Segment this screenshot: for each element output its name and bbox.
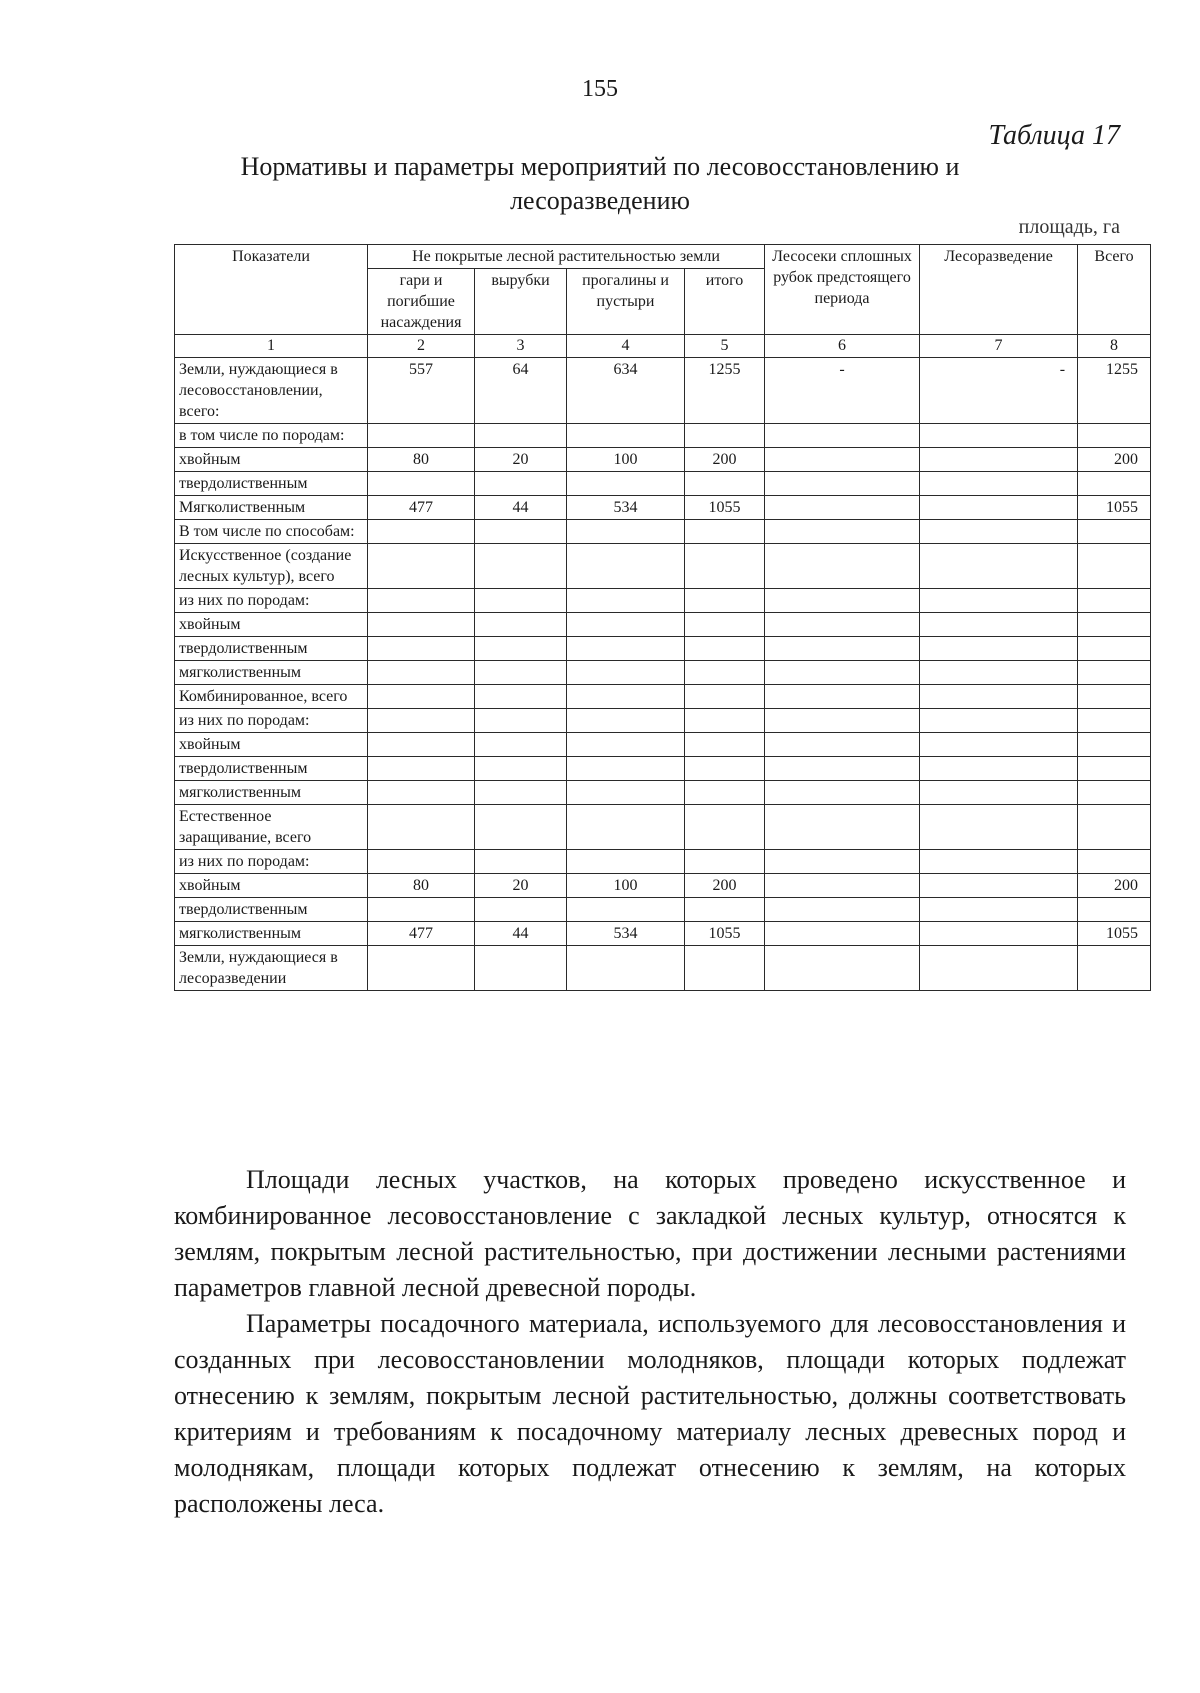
table-cell <box>475 898 567 922</box>
column-number: 5 <box>685 335 765 358</box>
row-label: твердолиственным <box>175 472 368 496</box>
table-cell: 200 <box>685 874 765 898</box>
table-cell <box>765 472 920 496</box>
paragraph: Параметры посадочного материала, используемого для лесовосстановления и созданных при лесовосстановлении молодняков, площади которых подлежат отнесению к землям, покрытым лесной растительностью, должны соответствовать критериям и требованиям к посадочному материалу лесных древесных пород и молоднякам, площади которых подлежат отнесению к землям, на которых расположены леса. <box>174 1309 1126 1518</box>
header-row-1 <box>175 245 1151 269</box>
header-afforestation: Лесоразведение <box>920 245 1078 335</box>
table-cell <box>765 448 920 472</box>
table-cell: 44 <box>475 496 567 520</box>
table-row <box>175 544 1151 589</box>
table-cell <box>368 805 475 850</box>
table-cell <box>685 544 765 589</box>
table-cell <box>765 946 920 991</box>
table-cell <box>765 781 920 805</box>
table-cell <box>765 661 920 685</box>
table-cell: 1055 <box>1078 496 1151 520</box>
table-cell <box>920 544 1078 589</box>
table-cell: 64 <box>475 358 567 424</box>
row-label: хвойным <box>175 448 368 472</box>
table-cell <box>685 781 765 805</box>
table-cell <box>567 472 685 496</box>
column-number: 3 <box>475 335 567 358</box>
table-cell <box>1078 424 1151 448</box>
table-cell <box>1078 520 1151 544</box>
table-cell: 477 <box>368 496 475 520</box>
table-cell <box>475 850 567 874</box>
table-cell <box>765 685 920 709</box>
table-cell <box>368 613 475 637</box>
table-row <box>175 874 1151 898</box>
table-cell <box>920 874 1078 898</box>
table-cell <box>1078 589 1151 613</box>
row-label: из них по породам: <box>175 709 368 733</box>
header-cutting-areas: Лесосеки сплошных рубок предстоящего периода <box>765 245 920 335</box>
table-cell <box>475 637 567 661</box>
table-cell <box>368 709 475 733</box>
page-number: 155 <box>582 76 618 102</box>
table-cell <box>475 661 567 685</box>
table-cell <box>765 424 920 448</box>
table-cell <box>685 424 765 448</box>
table-row <box>175 661 1151 685</box>
row-label: твердолиственным <box>175 757 368 781</box>
table-cell <box>567 544 685 589</box>
row-label: хвойным <box>175 613 368 637</box>
table-row <box>175 358 1151 424</box>
table-row <box>175 472 1151 496</box>
table-cell <box>475 520 567 544</box>
row-label: из них по породам: <box>175 589 368 613</box>
table-cell <box>765 544 920 589</box>
unit-label: площадь, га <box>1018 216 1120 238</box>
table-cell: 1055 <box>685 496 765 520</box>
table-cell <box>920 613 1078 637</box>
table-cell <box>765 496 920 520</box>
table-cell: 100 <box>567 874 685 898</box>
table-cell: 20 <box>475 448 567 472</box>
table-cell <box>475 946 567 991</box>
table-row <box>175 520 1151 544</box>
table-cell: 477 <box>368 922 475 946</box>
table-cell <box>567 898 685 922</box>
table-cell <box>368 781 475 805</box>
table-cell <box>475 757 567 781</box>
table-cell <box>368 850 475 874</box>
column-number: 7 <box>920 335 1078 358</box>
table-cell <box>368 589 475 613</box>
header-clearcuts: вырубки <box>475 269 567 335</box>
table-cell <box>765 757 920 781</box>
table-row <box>175 589 1151 613</box>
table-cell <box>1078 850 1151 874</box>
table-cell <box>685 946 765 991</box>
table-cell <box>1078 781 1151 805</box>
table-cell <box>368 661 475 685</box>
table-cell: 80 <box>368 448 475 472</box>
table-cell <box>920 709 1078 733</box>
table-cell <box>475 805 567 850</box>
row-label: мягколиственным <box>175 922 368 946</box>
table-cell <box>567 424 685 448</box>
table-cell <box>368 424 475 448</box>
table-cell <box>1078 733 1151 757</box>
header-total: Всего <box>1078 245 1151 335</box>
row-label: хвойным <box>175 874 368 898</box>
table-cell <box>368 757 475 781</box>
table-cell <box>765 898 920 922</box>
row-label: Земли, нуждающиеся в лесоразведении <box>175 946 368 991</box>
table-cell <box>920 733 1078 757</box>
table-cell <box>1078 661 1151 685</box>
table-cell <box>920 661 1078 685</box>
table-cell <box>567 685 685 709</box>
table-cell <box>685 685 765 709</box>
table-cell <box>1078 709 1151 733</box>
table-cell <box>920 685 1078 709</box>
table-cell <box>1078 898 1151 922</box>
table-cell <box>920 898 1078 922</box>
table-cell <box>685 733 765 757</box>
table-cell: 1255 <box>1078 358 1151 424</box>
table-cell <box>685 850 765 874</box>
table-cell: 200 <box>1078 874 1151 898</box>
table-cell <box>765 874 920 898</box>
table-cell <box>685 709 765 733</box>
table-cell <box>920 520 1078 544</box>
table-cell <box>765 733 920 757</box>
table-cell <box>1078 757 1151 781</box>
table-cell <box>1078 637 1151 661</box>
table-cell <box>920 922 1078 946</box>
table-cell <box>368 898 475 922</box>
table-cell: 44 <box>475 922 567 946</box>
table-cell <box>567 613 685 637</box>
table-cell <box>475 709 567 733</box>
table-row <box>175 448 1151 472</box>
table-cell <box>567 850 685 874</box>
table-cell <box>1078 946 1151 991</box>
table-cell <box>567 520 685 544</box>
row-label: мягколиственным <box>175 661 368 685</box>
table-cell <box>475 613 567 637</box>
row-label: В том числе по способам: <box>175 520 368 544</box>
table-cell <box>1078 472 1151 496</box>
table-cell <box>368 544 475 589</box>
column-number: 2 <box>368 335 475 358</box>
row-label: мягколиственным <box>175 781 368 805</box>
table-cell <box>920 472 1078 496</box>
paragraph: Площади лесных участков, на которых проведено искусственное и комбинированное лесовосстановление с закладкой лесных культур, относятся к землям, покрытым лесной растительностью, при достижении лесными растениями параметров главной лесной древесной породы. <box>174 1165 1126 1302</box>
row-label: хвойным <box>175 733 368 757</box>
table-cell <box>368 946 475 991</box>
row-label: в том числе по породам: <box>175 424 368 448</box>
header-burned-stands: гари и погибшие насаждения <box>368 269 475 335</box>
table-cell <box>685 661 765 685</box>
table-cell <box>765 589 920 613</box>
table-cell <box>765 805 920 850</box>
table-cell <box>368 520 475 544</box>
table-cell <box>765 922 920 946</box>
table-cell: - <box>920 358 1078 424</box>
table-cell <box>475 733 567 757</box>
table-row <box>175 496 1151 520</box>
forest-regeneration-table <box>174 244 1151 991</box>
table-cell <box>685 520 765 544</box>
table-cell <box>685 589 765 613</box>
column-number: 8 <box>1078 335 1151 358</box>
header-glades-wastelands: прогалины и пустыри <box>567 269 685 335</box>
table-row <box>175 757 1151 781</box>
table-cell <box>567 781 685 805</box>
row-label: твердолиственным <box>175 898 368 922</box>
table-cell <box>567 757 685 781</box>
header-indicator: Показатели <box>175 245 368 335</box>
table-cell <box>567 589 685 613</box>
row-label: Естественное заращивание, всего <box>175 805 368 850</box>
table-cell: 1055 <box>685 922 765 946</box>
table-cell <box>475 544 567 589</box>
table-cell <box>368 472 475 496</box>
table-cell: 80 <box>368 874 475 898</box>
table-cell <box>920 946 1078 991</box>
table-cell: 1055 <box>1078 922 1151 946</box>
table-cell <box>920 781 1078 805</box>
table-cell <box>475 424 567 448</box>
table-cell <box>685 637 765 661</box>
table-cell: 557 <box>368 358 475 424</box>
row-label: твердолиственным <box>175 637 368 661</box>
header-not-covered-lands: Не покрытые лесной растительностью земли <box>368 245 765 269</box>
table-cell <box>685 472 765 496</box>
table-row <box>175 424 1151 448</box>
table-cell <box>475 685 567 709</box>
table-cell <box>765 520 920 544</box>
column-number-row <box>175 335 1151 358</box>
table-cell <box>567 709 685 733</box>
table-row <box>175 898 1151 922</box>
table-cell: 100 <box>567 448 685 472</box>
row-label: из них по породам: <box>175 850 368 874</box>
document-title: Нормативы и параметры мероприятий по лесовосстановлению и лесоразведению <box>240 152 960 215</box>
row-label: Комбинированное, всего <box>175 685 368 709</box>
table-cell <box>567 733 685 757</box>
table-cell <box>567 637 685 661</box>
table-row <box>175 781 1151 805</box>
table-cell <box>1078 685 1151 709</box>
row-label: Искусственное (создание лесных культур), всего <box>175 544 368 589</box>
table-row <box>175 850 1151 874</box>
table-cell <box>567 805 685 850</box>
table-cell <box>475 589 567 613</box>
table-caption: Таблица 17 <box>988 120 1120 151</box>
table-cell <box>765 637 920 661</box>
table-row <box>175 805 1151 850</box>
table-cell <box>920 448 1078 472</box>
table-cell <box>920 805 1078 850</box>
table-cell: 634 <box>567 358 685 424</box>
table-cell: 534 <box>567 496 685 520</box>
table-row <box>175 709 1151 733</box>
table-cell: 20 <box>475 874 567 898</box>
table-cell <box>368 637 475 661</box>
column-number: 1 <box>175 335 368 358</box>
table-cell <box>765 613 920 637</box>
table-cell <box>368 733 475 757</box>
column-number: 6 <box>765 335 920 358</box>
row-label: Земли, нуждающиеся в лесовосстановлении, всего: <box>175 358 368 424</box>
table-cell <box>765 850 920 874</box>
table-row <box>175 733 1151 757</box>
row-label: Мягколиственным <box>175 496 368 520</box>
table-cell <box>1078 544 1151 589</box>
table-cell: 1255 <box>685 358 765 424</box>
table-cell <box>1078 805 1151 850</box>
table-cell: - <box>765 358 920 424</box>
table-cell: 200 <box>685 448 765 472</box>
table-row <box>175 922 1151 946</box>
column-number: 4 <box>567 335 685 358</box>
header-subtotal: итого <box>685 269 765 335</box>
table-cell: 534 <box>567 922 685 946</box>
table-row <box>175 685 1151 709</box>
table-cell <box>685 898 765 922</box>
table-cell <box>567 946 685 991</box>
table-cell <box>368 685 475 709</box>
table-cell <box>567 661 685 685</box>
body-text <box>174 1162 1126 1522</box>
table-cell <box>920 850 1078 874</box>
table-cell <box>920 637 1078 661</box>
table-row <box>175 613 1151 637</box>
table-cell <box>920 757 1078 781</box>
table-cell <box>475 781 567 805</box>
table-cell <box>685 757 765 781</box>
table-cell <box>920 589 1078 613</box>
table-row <box>175 946 1151 991</box>
table-cell <box>765 709 920 733</box>
table-row <box>175 637 1151 661</box>
table-cell <box>1078 613 1151 637</box>
table-cell <box>920 424 1078 448</box>
table-cell <box>685 805 765 850</box>
table-cell <box>920 496 1078 520</box>
table-cell <box>475 472 567 496</box>
table-cell: 200 <box>1078 448 1151 472</box>
table-cell <box>685 613 765 637</box>
